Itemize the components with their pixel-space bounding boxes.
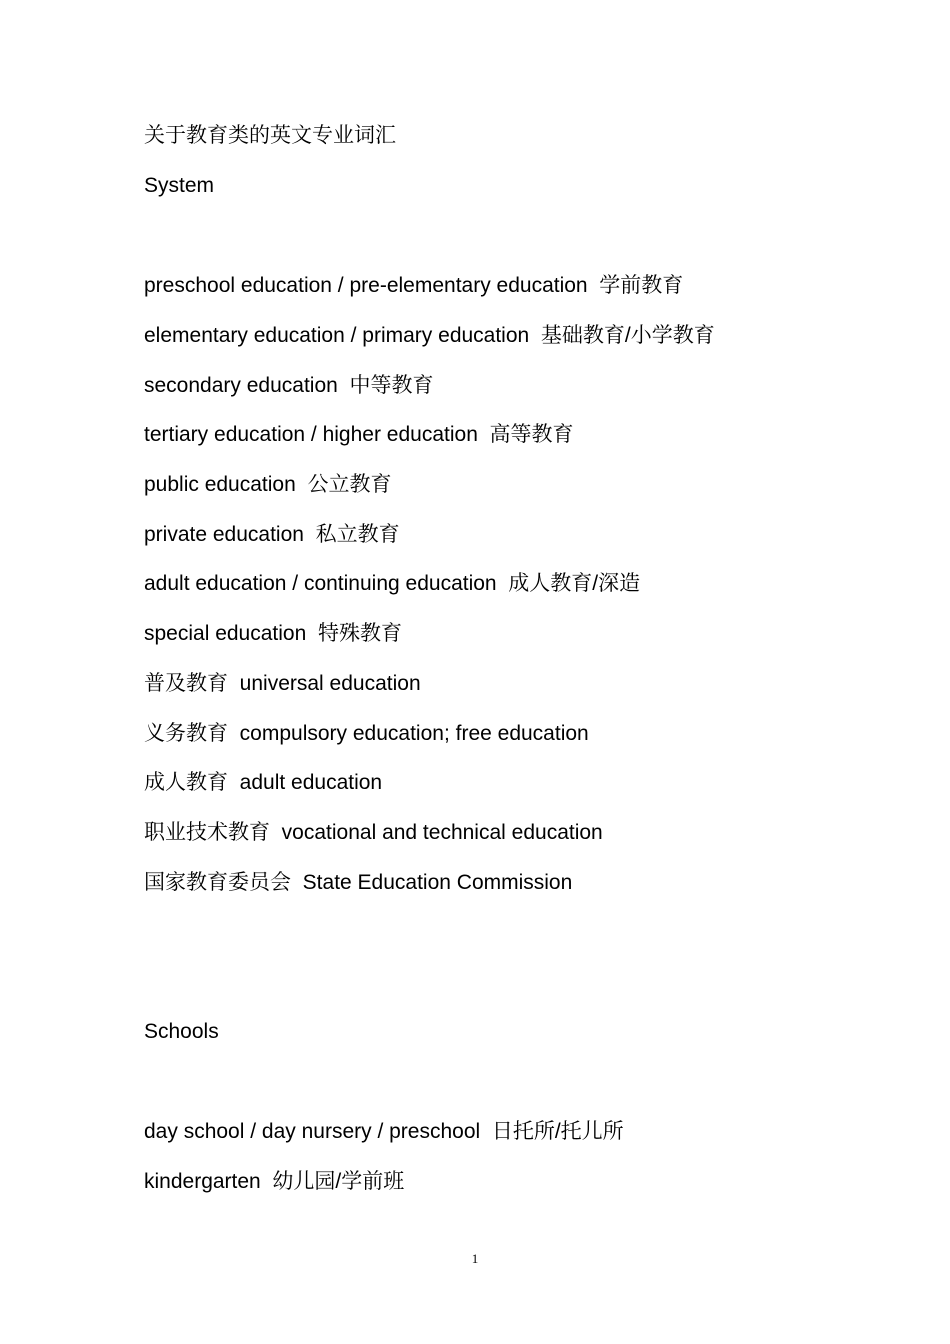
vocab-entry: preschool education / pre-elementary education 学前教育 [144,274,684,297]
vocab-entry: elementary education / primary education 基础教育/小学教育 [144,324,715,347]
vocab-entry: secondary education 中等教育 [144,374,434,397]
vocab-entry: 普及教育 universal education [144,672,421,695]
vocab-entry: private education 私立教育 [144,523,400,546]
vocab-entry: 成人教育 adult education [144,771,383,794]
section-heading-schools: Schools [144,1020,219,1043]
page-number: 1 [471,1251,479,1266]
vocab-entry: public education 公立教育 [144,473,392,496]
section-heading-system: System [144,174,215,197]
document-title: 关于教育类的英文专业词汇 [144,123,396,147]
vocab-entry: day school / day nursery / preschool 日托所/托儿所 [144,1120,624,1143]
vocab-entry: 国家教育委员会 State Education Commission [144,871,573,894]
vocab-entry: special education 特殊教育 [144,622,402,645]
vocab-entry: kindergarten 幼儿园/学前班 [144,1170,405,1193]
vocab-entry: 职业技术教育 vocational and technical education [144,821,603,844]
vocab-entry: tertiary education / higher education 高等教育 [144,423,574,446]
vocab-entry: adult education / continuing education 成人教育/深造 [144,572,641,595]
vocab-entry: 义务教育 compulsory education; free education [144,722,589,745]
